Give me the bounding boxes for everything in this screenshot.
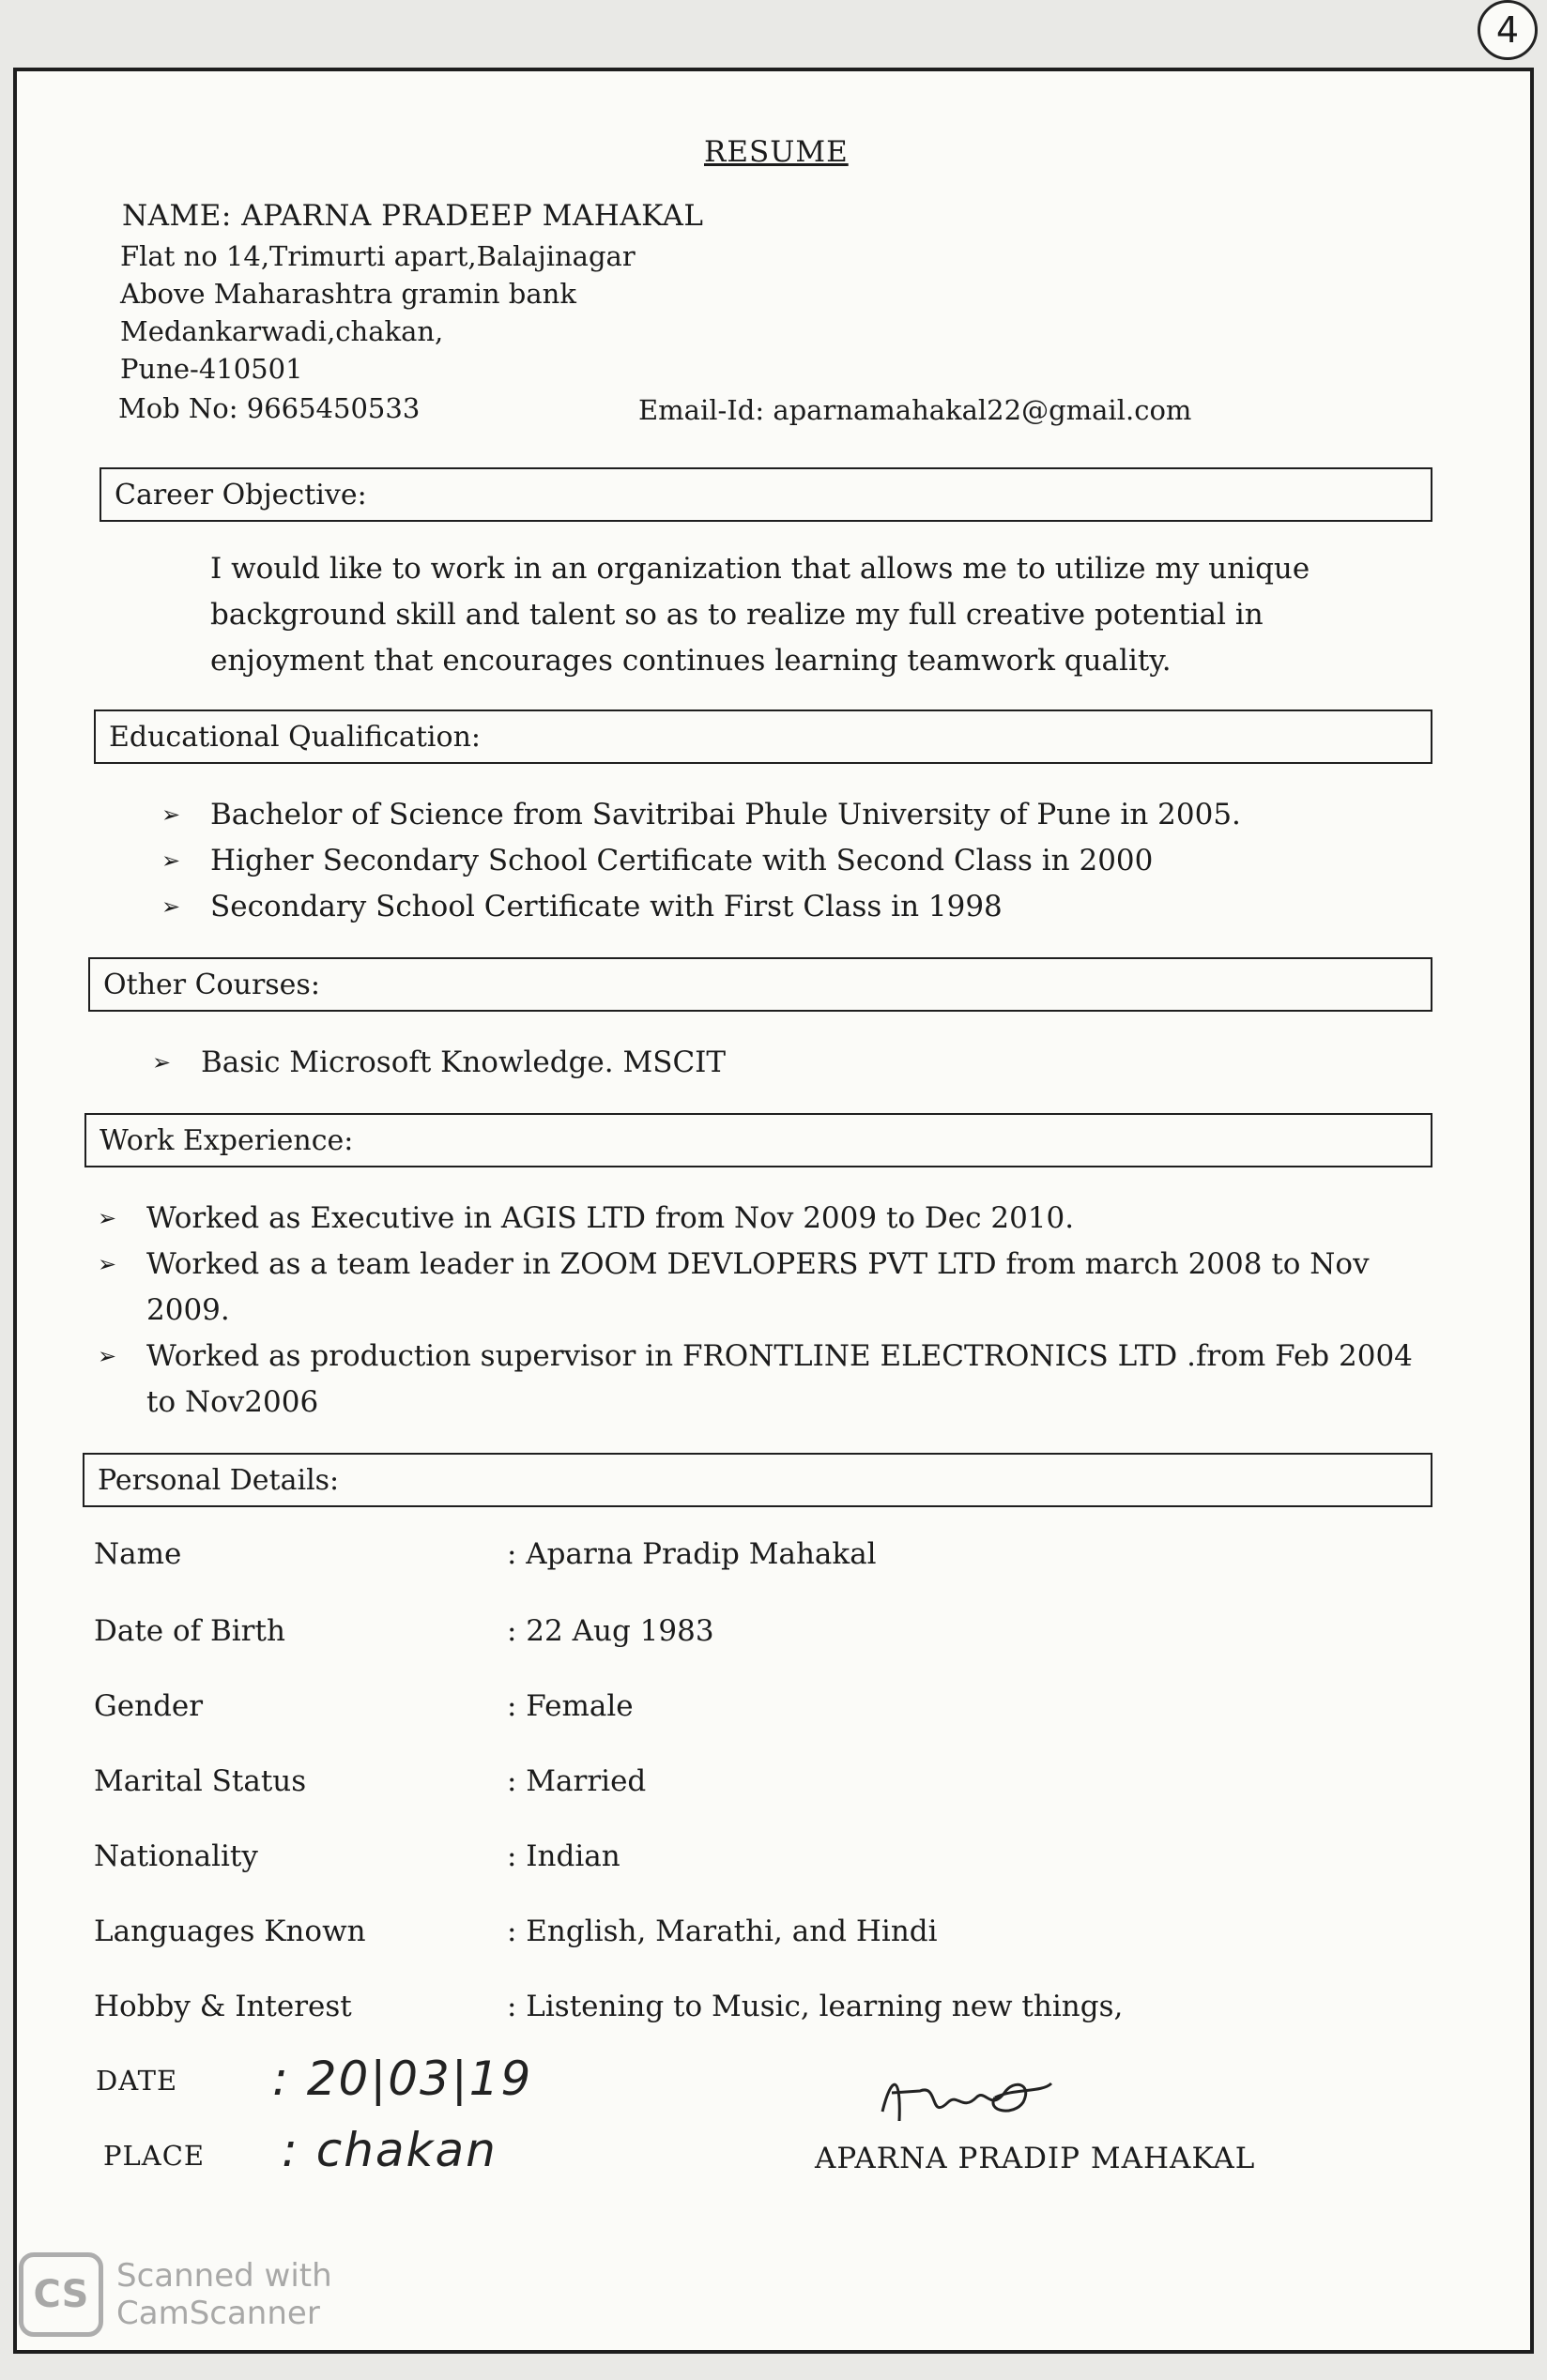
watermark-line-1: Scanned with	[116, 2257, 332, 2295]
detail-label: Date of Birth	[94, 1614, 285, 1648]
scanner-watermark	[19, 2252, 332, 2337]
camscanner-logo-icon: CS	[19, 2252, 103, 2337]
address-line-3: Medankarwadi,chakan,	[120, 315, 444, 347]
page-title: RESUME	[704, 135, 849, 169]
education-list	[161, 792, 1241, 930]
personal-detail-row	[94, 1915, 938, 1948]
work-experience-list	[98, 1196, 1431, 1426]
other-courses-heading: Other Courses:	[88, 957, 1432, 1012]
personal-detail-row	[94, 1839, 620, 1873]
list-item: ➢ Worked as a team leader in ZOOM DEVLOPERS PVT LTD from march 2008 to Nov 2009.	[98, 1242, 1431, 1334]
personal-detail-row	[94, 1764, 646, 1798]
arrow-bullet-icon: ➢	[98, 1205, 117, 1231]
list-item: ➢ Worked as production supervisor in FRONTLINE ELECTRONICS LTD .from Feb 2004 to Nov2006	[98, 1334, 1431, 1426]
detail-label: Languages Known	[94, 1915, 366, 1948]
address-line-1: Flat no 14,Trimurti apart,Balajinagar	[120, 240, 636, 272]
personal-details-heading: Personal Details:	[83, 1453, 1432, 1507]
handwritten-date: : 20|03|19	[272, 2052, 533, 2106]
list-item: ➢ Higher Secondary School Certificate with Second Class in 2000	[161, 838, 1241, 884]
address-line-2: Above Maharashtra gramin bank	[120, 278, 576, 310]
watermark-line-2: CamScanner	[116, 2295, 320, 2332]
list-item: ➢ Secondary School Certificate with First Class in 1998	[161, 884, 1241, 930]
arrow-bullet-icon: ➢	[98, 1343, 117, 1369]
signature-icon	[873, 2055, 1061, 2140]
email-address: Email-Id: aparnamahakal22@gmail.com	[638, 394, 1192, 426]
arrow-bullet-icon: ➢	[98, 1251, 117, 1277]
page-number: 4	[1478, 0, 1538, 60]
arrow-bullet-icon: ➢	[161, 801, 181, 828]
detail-value: : Female	[507, 1689, 634, 1723]
handwritten-place: : chakan	[282, 2123, 498, 2177]
mobile-number: Mob No: 9665450533	[118, 392, 421, 424]
detail-label: Name	[94, 1537, 182, 1571]
list-item: ➢ Basic Microsoft Knowledge. MSCIT	[152, 1040, 726, 1086]
detail-label: Nationality	[94, 1839, 258, 1873]
detail-value: : English, Marathi, and Hindi	[507, 1915, 938, 1948]
signature-name: APARNA PRADIP MAHAKAL	[815, 2142, 1256, 2175]
arrow-bullet-icon: ➢	[152, 1049, 172, 1076]
detail-value: : Indian	[507, 1839, 620, 1873]
detail-value: : 22 Aug 1983	[507, 1614, 714, 1648]
detail-value: : Listening to Music, learning new things,	[507, 1990, 1124, 2023]
career-objective-text: I would like to work in an organization that allows me to utilize my unique background skill and talent so as to realize my full creative potential in enjoyment that encourages continues learning teamwork quality.	[210, 552, 1310, 678]
education-heading: Educational Qualification:	[94, 709, 1432, 764]
detail-label: Marital Status	[94, 1764, 307, 1798]
applicant-name: NAME: APARNA PRADEEP MAHAKAL	[122, 199, 704, 233]
personal-detail-row	[94, 1614, 714, 1648]
date-label: DATE	[96, 2065, 178, 2097]
personal-detail-row	[94, 1689, 634, 1723]
other-courses-list	[152, 1040, 726, 1086]
work-experience-heading: Work Experience:	[84, 1113, 1432, 1167]
arrow-bullet-icon: ➢	[161, 893, 181, 920]
place-label: PLACE	[103, 2140, 206, 2172]
career-objective-heading: Career Objective:	[100, 467, 1432, 522]
personal-detail-row	[94, 1537, 877, 1571]
arrow-bullet-icon: ➢	[161, 847, 181, 874]
detail-value: : Married	[507, 1764, 647, 1798]
personal-detail-row	[94, 1990, 1123, 2023]
list-item: ➢ Bachelor of Science from Savitribai Phule University of Pune in 2005.	[161, 792, 1241, 838]
list-item: ➢ Worked as Executive in AGIS LTD from Nov 2009 to Dec 2010.	[98, 1196, 1431, 1242]
detail-value: : Aparna Pradip Mahakal	[507, 1537, 877, 1571]
detail-label: Hobby & Interest	[94, 1990, 352, 2023]
detail-label: Gender	[94, 1689, 204, 1723]
address-line-4: Pune-410501	[120, 353, 303, 385]
